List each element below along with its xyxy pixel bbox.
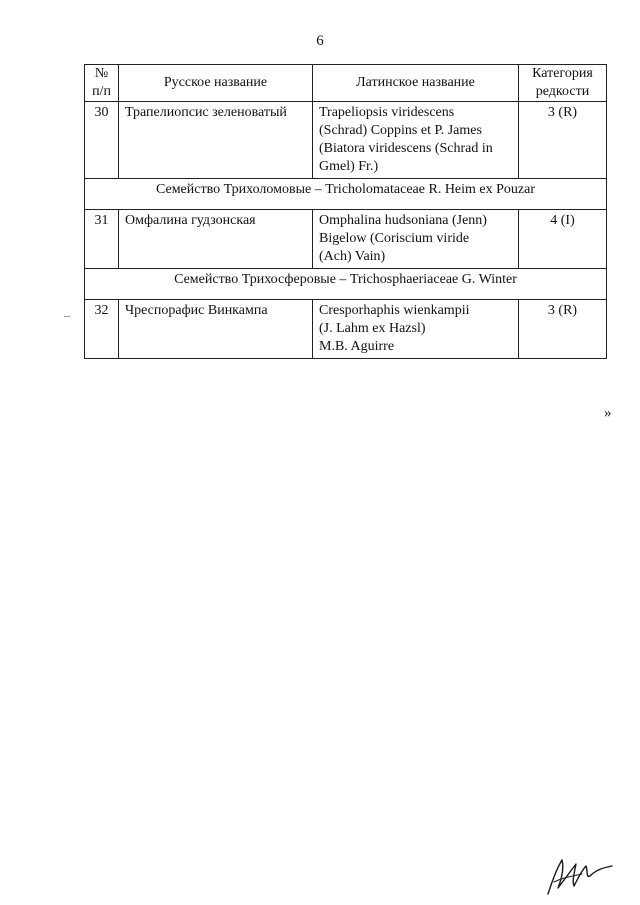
- species-table: [84, 64, 607, 359]
- row-num: 31: [85, 210, 119, 269]
- row-num: 32: [85, 300, 119, 359]
- header-latin-name: Латинское название: [313, 65, 519, 102]
- margin-mark: [64, 316, 70, 317]
- latin-line: (Schrad) Coppins et P. James: [319, 123, 482, 138]
- family-heading: Семейство Трихосферовые – Trichosphaeriaceae G. Winter: [85, 269, 607, 300]
- latin-line: (J. Lahm ex Hazsl): [319, 321, 426, 336]
- header-russian-name: Русское название: [119, 65, 313, 102]
- latin-line: Trapeliopsis viridescens: [319, 105, 455, 120]
- table-row: [85, 300, 607, 359]
- latin-line: Omphalina hudsoniana (Jenn): [319, 213, 487, 228]
- closing-quote: »: [604, 405, 612, 421]
- table-header-row: [85, 65, 607, 102]
- row-rarity-category: 4 (I): [519, 210, 607, 269]
- table-row: [85, 102, 607, 179]
- row-latin-name: [313, 102, 519, 179]
- row-russian-name: Трапелиопсис зеленоватый: [119, 102, 313, 179]
- row-rarity-category: 3 (R): [519, 300, 607, 359]
- family-heading: Семейство Трихоломовые – Tricholomataceae R. Heim ex Pouzar: [85, 179, 607, 210]
- latin-line: Gmel) Fr.): [319, 159, 379, 174]
- latin-line: Bigelow (Coriscium viride: [319, 231, 470, 246]
- latin-line: (Biatora viridescens (Schrad in: [319, 141, 493, 156]
- latin-line: (Ach) Vain): [319, 249, 386, 264]
- latin-line: Cresporhaphis wienkampii: [319, 303, 470, 318]
- row-latin-name: [313, 300, 519, 359]
- row-rarity-category: 3 (R): [519, 102, 607, 179]
- latin-line: M.B. Aguirre: [319, 339, 395, 354]
- family-row: [85, 269, 607, 300]
- row-num: 30: [85, 102, 119, 179]
- family-row: [85, 179, 607, 210]
- handwritten-signature: [538, 852, 618, 898]
- row-russian-name: Омфалина гудзонская: [119, 210, 313, 269]
- row-russian-name: Чреспорафис Винкампа: [119, 300, 313, 359]
- row-latin-name: [313, 210, 519, 269]
- header-rarity-category: Категория редкости: [519, 65, 607, 102]
- table-row: [85, 210, 607, 269]
- page-number: 6: [316, 33, 324, 49]
- header-num: № п/п: [85, 65, 119, 102]
